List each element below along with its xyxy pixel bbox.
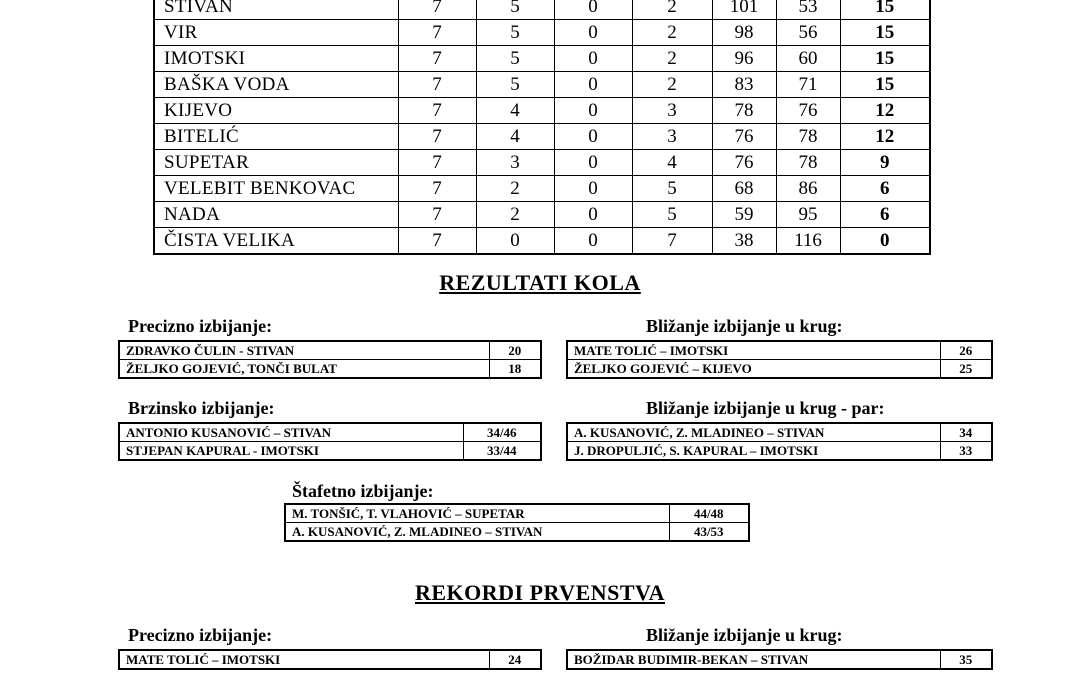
standings-row bbox=[154, 150, 930, 176]
lost-cell: 2 bbox=[632, 0, 712, 20]
score-for-cell: 96 bbox=[712, 46, 776, 72]
points-cell: 15 bbox=[840, 46, 930, 72]
result-value: 33 bbox=[940, 442, 992, 461]
result-value: 34 bbox=[940, 423, 992, 442]
standings-row bbox=[154, 124, 930, 150]
draws-cell: 0 bbox=[554, 20, 632, 46]
score-for-cell: 78 bbox=[712, 98, 776, 124]
competitor-name: STJEPAN KAPURAL - IMOTSKI bbox=[119, 442, 463, 461]
draws-cell: 0 bbox=[554, 46, 632, 72]
lost-cell: 2 bbox=[632, 46, 712, 72]
standings-row bbox=[154, 72, 930, 98]
standings-row bbox=[154, 46, 930, 72]
team-name-cell: VELEBIT BENKOVAC bbox=[154, 176, 398, 202]
score-for-cell: 59 bbox=[712, 202, 776, 228]
standings-row bbox=[154, 176, 930, 202]
stafetno-results-table bbox=[284, 503, 750, 542]
result-row bbox=[119, 341, 541, 360]
precizno-record-table bbox=[118, 649, 542, 670]
score-for-cell: 38 bbox=[712, 228, 776, 255]
lost-cell: 3 bbox=[632, 98, 712, 124]
brzinsko-label: Brzinsko izbijanje: bbox=[128, 398, 275, 418]
record-blizanje-label: Bližanje izbijanje u krug: bbox=[646, 625, 843, 645]
won-cell: 4 bbox=[476, 124, 554, 150]
score-against-cell: 76 bbox=[776, 98, 840, 124]
draws-cell: 0 bbox=[554, 0, 632, 20]
result-value: 44/48 bbox=[669, 504, 749, 523]
score-for-cell: 76 bbox=[712, 150, 776, 176]
blizanje-results-table bbox=[566, 340, 993, 379]
lost-cell: 2 bbox=[632, 72, 712, 98]
result-value: 26 bbox=[940, 341, 992, 360]
won-cell: 5 bbox=[476, 46, 554, 72]
draws-cell: 0 bbox=[554, 202, 632, 228]
points-cell: 9 bbox=[840, 150, 930, 176]
draws-cell: 0 bbox=[554, 150, 632, 176]
lost-cell: 5 bbox=[632, 202, 712, 228]
results-heading: REZULTATI KOLA bbox=[439, 270, 641, 295]
score-against-cell: 60 bbox=[776, 46, 840, 72]
result-row bbox=[285, 504, 749, 523]
score-against-cell: 78 bbox=[776, 124, 840, 150]
team-name-cell: VIR bbox=[154, 20, 398, 46]
score-for-cell: 83 bbox=[712, 72, 776, 98]
competitor-name: A. KUSANOVIĆ, Z. MLADINEO – STIVAN bbox=[285, 523, 669, 542]
lost-cell: 4 bbox=[632, 150, 712, 176]
won-cell: 5 bbox=[476, 72, 554, 98]
score-against-cell: 71 bbox=[776, 72, 840, 98]
result-row bbox=[119, 650, 541, 669]
score-for-cell: 76 bbox=[712, 124, 776, 150]
draws-cell: 0 bbox=[554, 124, 632, 150]
lost-cell: 2 bbox=[632, 20, 712, 46]
score-against-cell: 95 bbox=[776, 202, 840, 228]
result-value: 18 bbox=[489, 360, 541, 379]
result-value: 34/46 bbox=[463, 423, 541, 442]
played-cell: 7 bbox=[398, 202, 476, 228]
played-cell: 7 bbox=[398, 46, 476, 72]
stafetno-label: Štafetno izbijanje: bbox=[292, 481, 434, 501]
result-value: 33/44 bbox=[463, 442, 541, 461]
precizno-label: Precizno izbijanje: bbox=[128, 316, 273, 336]
points-cell: 15 bbox=[840, 0, 930, 20]
blizanje-record-table bbox=[566, 649, 993, 670]
score-for-cell: 101 bbox=[712, 0, 776, 20]
competitor-name: M. TONŠIĆ, T. VLAHOVIĆ – SUPETAR bbox=[285, 504, 669, 523]
won-cell: 2 bbox=[476, 202, 554, 228]
played-cell: 7 bbox=[398, 150, 476, 176]
points-cell: 6 bbox=[840, 176, 930, 202]
standings-table bbox=[153, 0, 931, 255]
won-cell: 0 bbox=[476, 228, 554, 255]
points-cell: 12 bbox=[840, 124, 930, 150]
result-row bbox=[285, 523, 749, 542]
played-cell: 7 bbox=[398, 98, 476, 124]
team-name-cell: IMOTSKI bbox=[154, 46, 398, 72]
score-for-cell: 98 bbox=[712, 20, 776, 46]
team-name-cell: ČISTA VELIKA bbox=[154, 228, 398, 255]
competitor-name: MATE TOLIĆ – IMOTSKI bbox=[119, 650, 489, 669]
score-against-cell: 53 bbox=[776, 0, 840, 20]
played-cell: 7 bbox=[398, 72, 476, 98]
record-precizno-label: Precizno izbijanje: bbox=[128, 625, 273, 645]
lost-cell: 5 bbox=[632, 176, 712, 202]
competitor-name: A. KUSANOVIĆ, Z. MLADINEO – STIVAN bbox=[567, 423, 940, 442]
points-cell: 12 bbox=[840, 98, 930, 124]
competitor-name: BOŽIDAR BUDIMIR-BEKAN – STIVAN bbox=[567, 650, 940, 669]
points-cell: 15 bbox=[840, 20, 930, 46]
result-value: 24 bbox=[489, 650, 541, 669]
competitor-name: ŽELJKO GOJEVIĆ – KIJEVO bbox=[567, 360, 940, 379]
standings-row bbox=[154, 20, 930, 46]
brzinsko-results-table bbox=[118, 422, 542, 461]
played-cell: 7 bbox=[398, 228, 476, 255]
team-name-cell: BAŠKA VODA bbox=[154, 72, 398, 98]
result-row bbox=[119, 360, 541, 379]
points-cell: 0 bbox=[840, 228, 930, 255]
standings-body bbox=[154, 0, 930, 254]
standings-row bbox=[154, 228, 930, 255]
standings-row bbox=[154, 0, 930, 20]
score-for-cell: 68 bbox=[712, 176, 776, 202]
result-value: 43/53 bbox=[669, 523, 749, 542]
result-row bbox=[119, 442, 541, 461]
result-value: 25 bbox=[940, 360, 992, 379]
team-name-cell: BITELIĆ bbox=[154, 124, 398, 150]
result-value: 35 bbox=[940, 650, 992, 669]
competitor-name: ZDRAVKO ČULIN - STIVAN bbox=[119, 341, 489, 360]
played-cell: 7 bbox=[398, 0, 476, 20]
result-row bbox=[567, 423, 992, 442]
draws-cell: 0 bbox=[554, 228, 632, 255]
won-cell: 5 bbox=[476, 0, 554, 20]
score-against-cell: 56 bbox=[776, 20, 840, 46]
won-cell: 3 bbox=[476, 150, 554, 176]
competitor-name: ŽELJKO GOJEVIĆ, TONČI BULAT bbox=[119, 360, 489, 379]
blizanje-par-results-table bbox=[566, 422, 993, 461]
result-row bbox=[119, 423, 541, 442]
standings-row bbox=[154, 98, 930, 124]
records-heading: REKORDI PRVENSTVA bbox=[415, 580, 665, 605]
competitor-name: MATE TOLIĆ – IMOTSKI bbox=[567, 341, 940, 360]
precizno-results-table bbox=[118, 340, 542, 379]
score-against-cell: 116 bbox=[776, 228, 840, 255]
draws-cell: 0 bbox=[554, 98, 632, 124]
standings-row bbox=[154, 202, 930, 228]
points-cell: 15 bbox=[840, 72, 930, 98]
score-against-cell: 78 bbox=[776, 150, 840, 176]
blizanje-par-label: Bližanje izbijanje u krug - par: bbox=[646, 398, 885, 418]
lost-cell: 7 bbox=[632, 228, 712, 255]
draws-cell: 0 bbox=[554, 176, 632, 202]
team-name-cell: SUPETAR bbox=[154, 150, 398, 176]
result-row bbox=[567, 360, 992, 379]
competitor-name: ANTONIO KUSANOVIĆ – STIVAN bbox=[119, 423, 463, 442]
team-name-cell: STIVAN bbox=[154, 0, 398, 20]
result-row bbox=[567, 341, 992, 360]
team-name-cell: KIJEVO bbox=[154, 98, 398, 124]
draws-cell: 0 bbox=[554, 72, 632, 98]
played-cell: 7 bbox=[398, 20, 476, 46]
won-cell: 4 bbox=[476, 98, 554, 124]
score-against-cell: 86 bbox=[776, 176, 840, 202]
blizanje-label: Bližanje izbijanje u krug: bbox=[646, 316, 843, 336]
won-cell: 5 bbox=[476, 20, 554, 46]
result-row bbox=[567, 650, 992, 669]
lost-cell: 3 bbox=[632, 124, 712, 150]
team-name-cell: NADA bbox=[154, 202, 398, 228]
competitor-name: J. DROPULJIĆ, S. KAPURAL – IMOTSKI bbox=[567, 442, 940, 461]
result-row bbox=[567, 442, 992, 461]
played-cell: 7 bbox=[398, 124, 476, 150]
points-cell: 6 bbox=[840, 202, 930, 228]
result-value: 20 bbox=[489, 341, 541, 360]
won-cell: 2 bbox=[476, 176, 554, 202]
played-cell: 7 bbox=[398, 176, 476, 202]
